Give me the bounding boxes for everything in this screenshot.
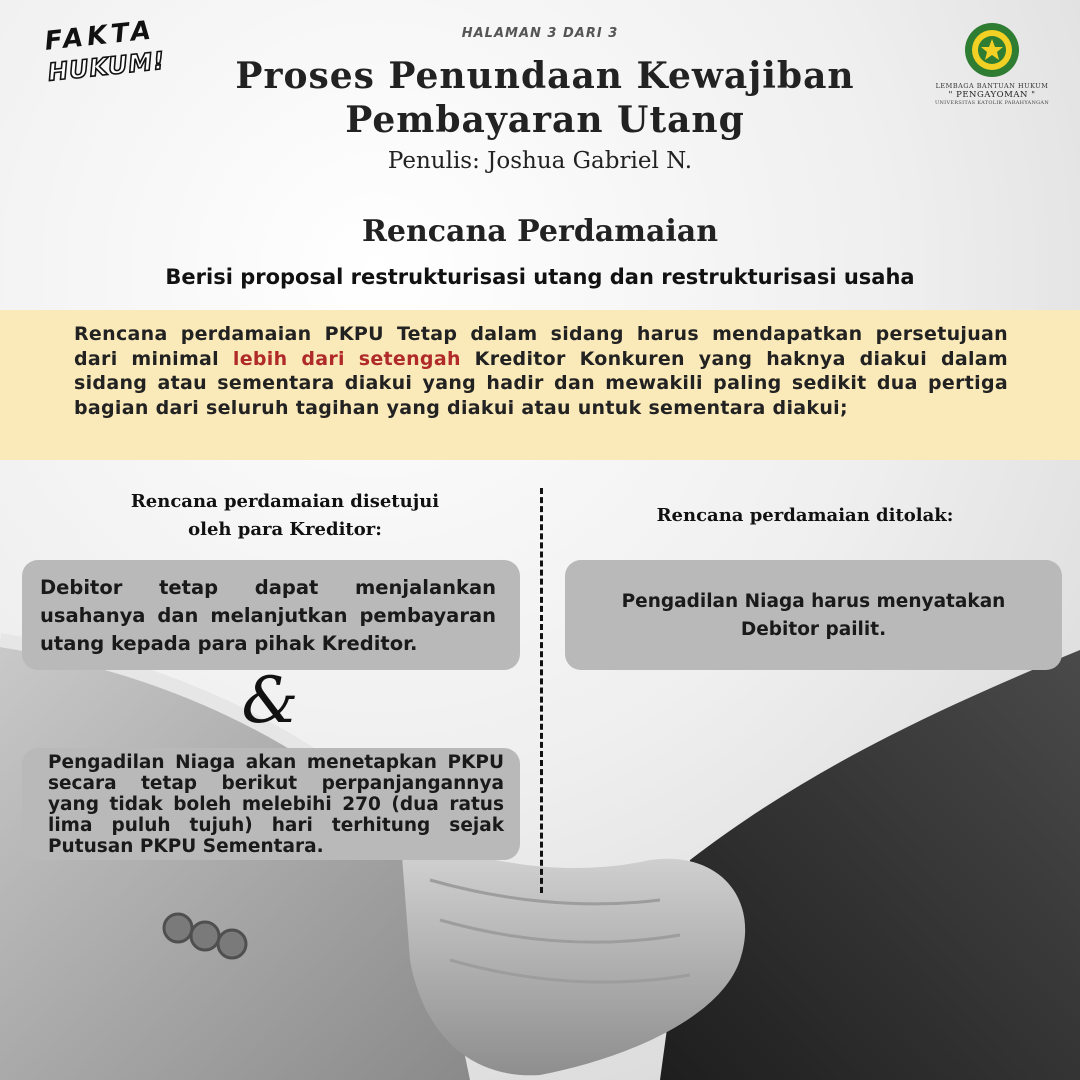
page-title: Proses Penundaan Kewajiban Pembayaran Utang <box>235 55 855 141</box>
approved-heading-line-1: Rencana perdamaian disetujui <box>130 491 440 512</box>
approved-outcome-card-1: Debitor tetap dapat menjalankan usahanya dan melanjutkan pembayaran utang kepada para pihak Kreditor. <box>22 560 520 670</box>
logo-line-1: LEMBAGA BANTUAN HUKUM <box>935 82 1049 90</box>
approved-heading <box>70 488 500 544</box>
brand-bottom-text: HUKUM! <box>46 46 167 87</box>
column-divider <box>540 488 543 893</box>
approved-heading-line-2: oleh para Kreditor: <box>188 519 382 540</box>
ampersand-connector: & <box>241 664 299 738</box>
brand-top-text: FAKTA <box>43 15 157 57</box>
section-subtitle: Berisi proposal restrukturisasi utang dan restrukturisasi usaha <box>165 265 915 289</box>
page-indicator: HALAMAN 3 DARI 3 <box>461 26 619 41</box>
rejected-outcome-card: Pengadilan Niaga harus menyatakan Debitor pailit. <box>565 560 1062 670</box>
rejected-heading: Rencana perdamaian ditolak: <box>656 505 954 526</box>
author-line: Penulis: Joshua Gabriel N. <box>387 148 693 174</box>
highlight-band <box>0 310 1080 460</box>
band-text-after: Kreditor Konkuren yang haknya diakui dalam sidang atau sementara diakui yang hadir dan mewakili paling sedikit dua pertiga bagian dari seluruh tagihan yang diakui atau untuk sementara diakui; <box>74 347 1008 419</box>
logo-line-3: UNIVERSITAS KATOLIK PARAHYANGAN <box>934 100 1050 106</box>
section-title: Rencana Perdamaian <box>361 214 719 249</box>
approved-outcome-card-2: Pengadilan Niaga akan menetapkan PKPU secara tetap berikut perpanjangannya yang tidak boleh melebihi 270 (dua ratus lima puluh tujuh) hari terhitung sejak Putusan PKPU Sementara. <box>22 748 520 860</box>
lbh-pengayoman-logo <box>932 22 1052 106</box>
band-text-emphasis: lebih dari setengah <box>232 347 461 370</box>
logo-line-2: " PENGAYOMAN " <box>948 90 1036 100</box>
university-seal-icon <box>964 22 1020 78</box>
band-text-before: Rencana perdamaian PKPU Tetap dalam sidang harus mendapatkan persetujuan dari minimal <box>74 323 1008 370</box>
highlight-paragraph <box>74 322 1008 420</box>
